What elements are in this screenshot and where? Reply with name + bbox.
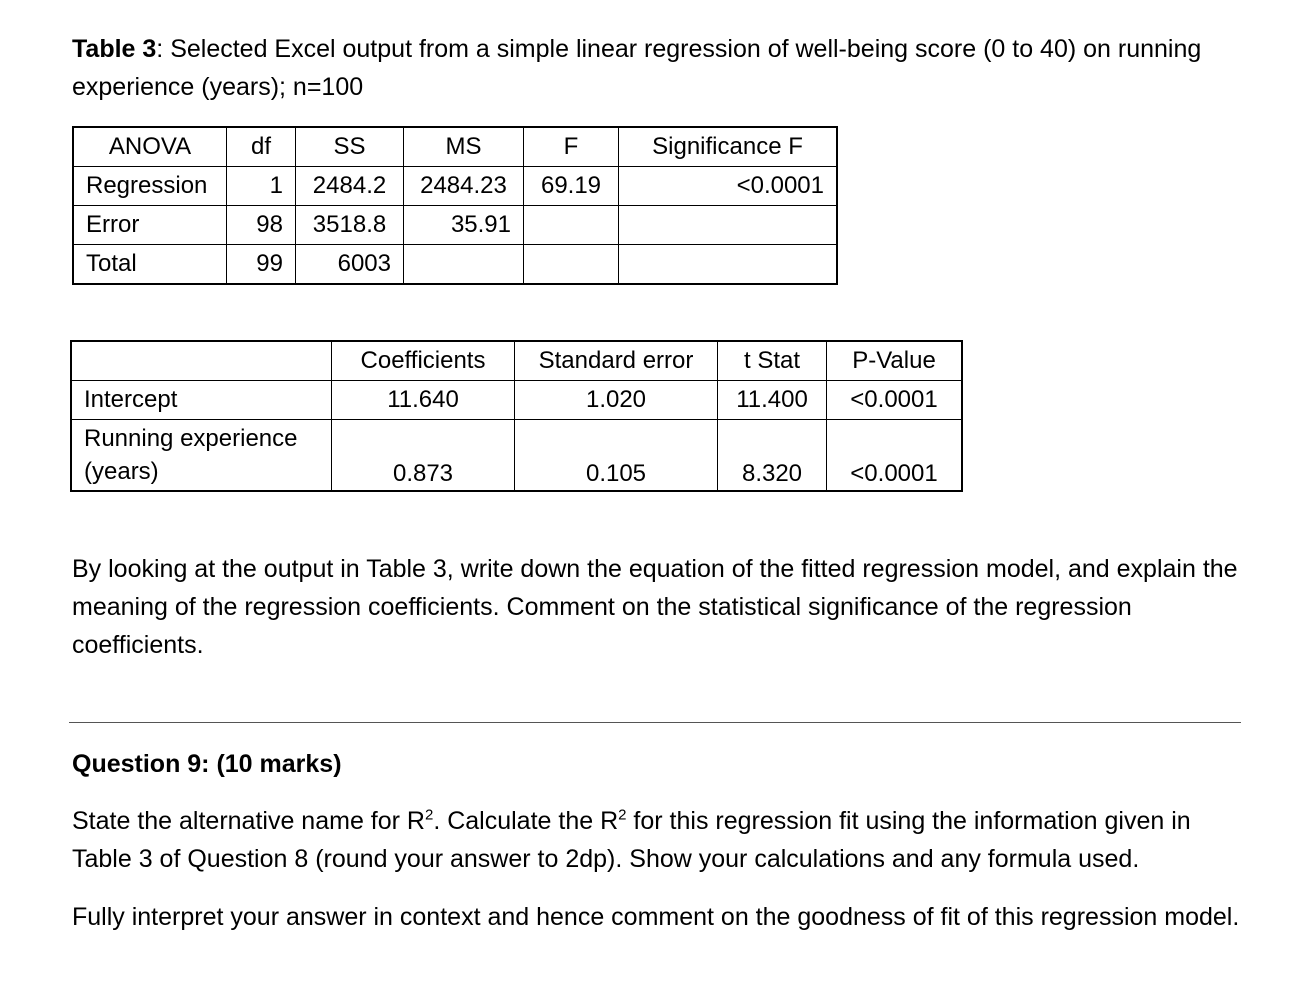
superscript: 2	[618, 806, 627, 824]
ss-cell: 3518.8	[296, 206, 404, 245]
t-cell: 11.400	[718, 381, 827, 420]
coef-cell: 0.873	[332, 420, 515, 492]
question-9-text	[72, 802, 1242, 878]
coefficients-table	[70, 340, 963, 492]
header-cell: Coefficients	[332, 341, 515, 381]
coef-cell: 11.640	[332, 381, 515, 420]
text-segment: . Calculate the R	[433, 807, 619, 835]
question-8-text: By looking at the output in Table 3, write down the equation of the fitted regression model, and explain the meaning of the regression coefficients. Comment on the statistical significance of the regression coefficients.	[72, 555, 1238, 659]
table-caption	[72, 30, 1222, 106]
caption-label: Table 3	[72, 35, 157, 63]
header-cell: Standard error	[515, 341, 718, 381]
ms-cell: 35.91	[404, 206, 524, 245]
text-segment: for this regression fit using the information given in Table 3 of Question 8 (round your answer to 2dp). Show your calculations and any formula used.	[72, 807, 1191, 873]
table-row	[71, 381, 962, 420]
superscript: 2	[424, 806, 434, 824]
header-cell	[71, 341, 332, 381]
se-cell: 1.020	[515, 381, 718, 420]
table-row	[71, 420, 962, 492]
ss-cell: 2484.2	[296, 167, 404, 206]
sig-cell: <0.0001	[619, 167, 838, 206]
caption-text: : Selected Excel output from a simple linear regression of well-being score (0 to 40) on running experience (years); n=100	[72, 35, 1202, 101]
table-row	[73, 167, 837, 206]
table-row	[73, 245, 837, 285]
df-cell: 99	[227, 245, 296, 285]
header-cell: P-Value	[827, 341, 963, 381]
question-9-interpretation: Fully interpret your answer in context and hence comment on the goodness of fit of this regression model.	[72, 903, 1240, 931]
f-cell	[524, 245, 619, 285]
header-cell: SS	[296, 127, 404, 167]
term-line: Running experience	[84, 425, 298, 452]
p-cell: <0.0001	[827, 420, 963, 492]
sig-cell	[619, 245, 838, 285]
df-cell: 98	[227, 206, 296, 245]
table-header-row	[71, 341, 962, 381]
header-cell: ANOVA	[73, 127, 227, 167]
ms-cell	[404, 245, 524, 285]
question-9-heading: Question 9: (10 marks)	[72, 750, 342, 778]
divider	[69, 722, 1241, 723]
anova-table	[72, 126, 838, 285]
f-cell	[524, 206, 619, 245]
se-cell: 0.105	[515, 420, 718, 492]
text-segment: State the alternative name for R	[72, 807, 425, 835]
term-line: (years)	[84, 458, 159, 485]
table-row	[73, 206, 837, 245]
header-cell: df	[227, 127, 296, 167]
term-cell: Intercept	[71, 381, 332, 420]
table-header-row	[73, 127, 837, 167]
ms-cell: 2484.23	[404, 167, 524, 206]
p-cell: <0.0001	[827, 381, 963, 420]
ss-cell: 6003	[296, 245, 404, 285]
term-cell	[71, 420, 332, 492]
header-cell: F	[524, 127, 619, 167]
header-cell: MS	[404, 127, 524, 167]
df-cell: 1	[227, 167, 296, 206]
source-cell: Error	[73, 206, 227, 245]
header-cell: Significance F	[619, 127, 838, 167]
source-cell: Total	[73, 245, 227, 285]
source-cell: Regression	[73, 167, 227, 206]
f-cell: 69.19	[524, 167, 619, 206]
t-cell: 8.320	[718, 420, 827, 492]
sig-cell	[619, 206, 838, 245]
header-cell: t Stat	[718, 341, 827, 381]
